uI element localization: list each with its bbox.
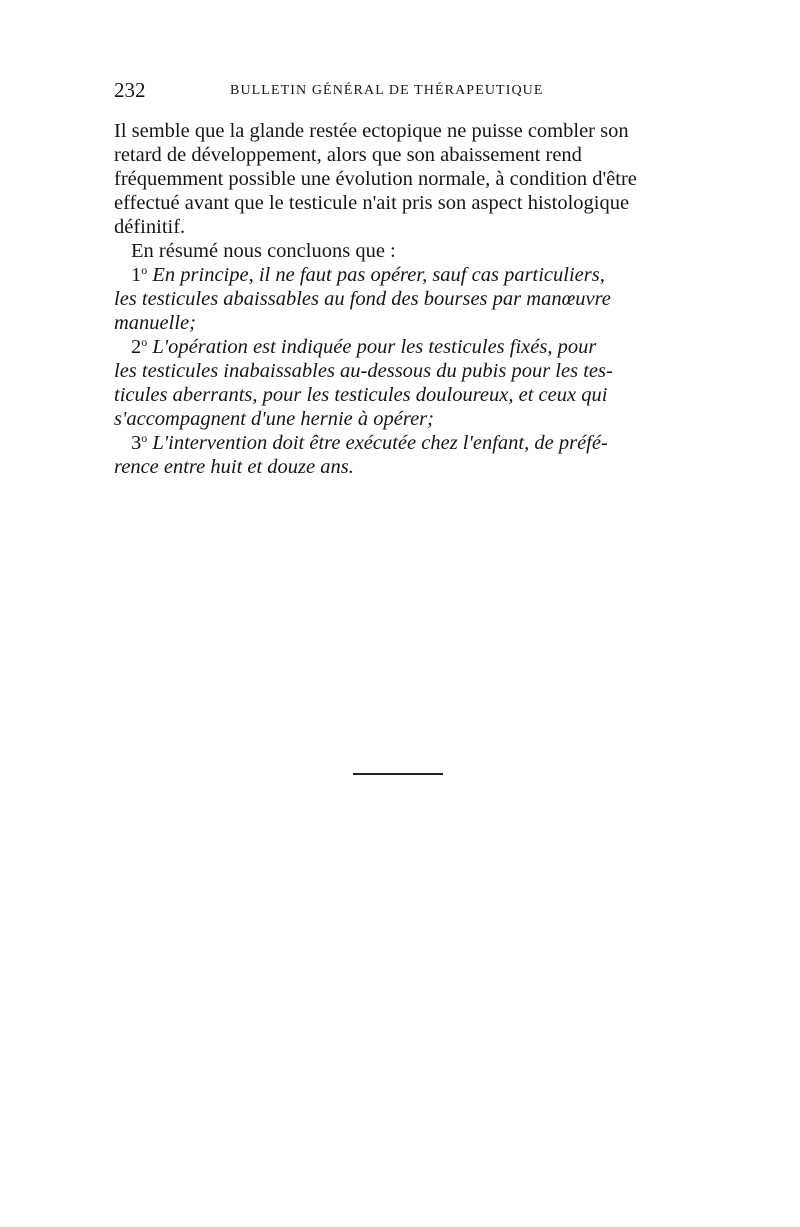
conclusion-number bbox=[131, 336, 147, 358]
running-title: BULLETIN GÉNÉRAL DE THÉRAPEUTIQUE bbox=[230, 83, 544, 98]
degree-mark: o bbox=[141, 263, 148, 277]
end-rule bbox=[353, 773, 443, 775]
summary-lead: En résumé nous concluons que : bbox=[131, 240, 396, 262]
conclusion-number-digit: 2 bbox=[131, 336, 142, 358]
conclusion-item-1 bbox=[114, 263, 696, 335]
article-body bbox=[114, 119, 696, 479]
conclusion-item-3 bbox=[114, 431, 696, 479]
conclusion-text: L'intervention doit être exécutée chez l'enfant, de préfé- rence entre huit et douze ans. bbox=[114, 432, 608, 478]
page-header bbox=[114, 70, 696, 100]
intro-paragraph: Il semble que la glande restée ectopique ne puisse combler son retard de développement, alors que son abaissement rend fréquemment possible une évolution normale, à condition d'être effectué avant que le testicule n'ait pris son aspect histologique définitif. bbox=[114, 120, 637, 238]
degree-mark: o bbox=[141, 335, 148, 349]
page-number: 232 bbox=[114, 78, 146, 102]
conclusion-number-digit: 1 bbox=[131, 264, 142, 286]
degree-mark: o bbox=[141, 431, 148, 445]
conclusion-item-2 bbox=[114, 335, 696, 431]
conclusion-text: L'opération est indiquée pour les testicules fixés, pour les testicules inabaissables au-dessous du pubis pour les tes- ticules aberrants, pour les testicules douloureux, et ceux qui s'accompagnent d'une hernie à opérer; bbox=[114, 336, 613, 430]
conclusion-number bbox=[131, 264, 147, 286]
conclusion-text: En principe, il ne faut pas opérer, sauf cas particuliers, les testicules abaissables au fond des bourses par manœuvre manuelle; bbox=[114, 264, 611, 334]
conclusion-number bbox=[131, 432, 147, 454]
document-page bbox=[114, 70, 696, 479]
conclusion-number-digit: 3 bbox=[131, 432, 142, 454]
